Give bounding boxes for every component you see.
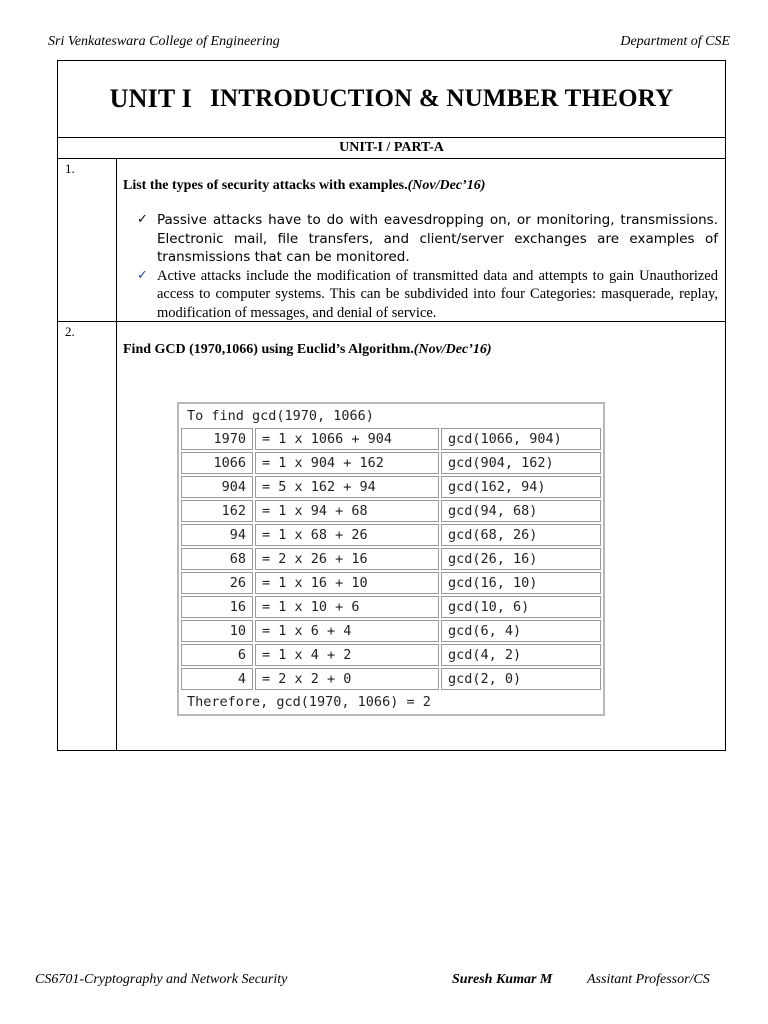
gcd-result-cell: gcd(6, 4) — [441, 620, 601, 642]
answer-item-active — [135, 267, 718, 323]
gcd-row — [181, 428, 601, 450]
answer-text: Active attacks include the modification of transmitted data and attempts to gain Unauthorized access to computer systems. This can be subdivided into four Categories: masquerade, replay, modification of messages, and denial of service. — [157, 267, 718, 321]
gcd-dividend-cell: 6 — [181, 644, 253, 666]
gcd-dividend-cell: 904 — [181, 476, 253, 498]
gcd-result-cell: gcd(162, 94) — [441, 476, 601, 498]
gcd-dividend-cell: 1066 — [181, 452, 253, 474]
gcd-result-cell: gcd(4, 2) — [441, 644, 601, 666]
gcd-dividend-cell: 4 — [181, 668, 253, 690]
question-number-2: 2. — [65, 324, 75, 339]
part-heading: UNIT-I / PART-A — [58, 137, 725, 159]
answer-list-1 — [135, 211, 718, 322]
gcd-heading: To find gcd(1970, 1066) — [187, 408, 374, 424]
gcd-dividend-cell: 10 — [181, 620, 253, 642]
answer-text: Passive attacks have to do with eavesdropping on, or monitoring, transmissions. Electronic mail, file transfers, and client/server exchanges are examples of transmissions that can be monitored. — [157, 212, 718, 265]
question-1-tag: (Nov/Dec’16) — [407, 178, 486, 193]
question-2-title — [123, 342, 492, 358]
gcd-row — [181, 572, 601, 594]
gcd-conclusion: Therefore, gcd(1970, 1066) = 2 — [187, 694, 431, 710]
gcd-equation-cell: = 1 x 94 + 68 — [255, 500, 439, 522]
gcd-equation-cell: = 1 x 1066 + 904 — [255, 428, 439, 450]
gcd-dividend-cell: 16 — [181, 596, 253, 618]
gcd-equation-cell: = 1 x 68 + 26 — [255, 524, 439, 546]
unit-title — [58, 61, 725, 138]
author-name: Suresh Kumar M — [452, 972, 553, 987]
gcd-dividend-cell: 26 — [181, 572, 253, 594]
course-name: CS6701-Cryptography and Network Security — [35, 972, 288, 987]
question-2-text: Find GCD (1970,1066) using Euclid’s Algorithm. — [123, 342, 414, 357]
gcd-result-cell: gcd(68, 26) — [441, 524, 601, 546]
gcd-row — [181, 668, 601, 690]
gcd-equation-cell: = 1 x 16 + 10 — [255, 572, 439, 594]
question-1-title — [123, 178, 485, 194]
unit-topic: INTRODUCTION & NUMBER THEORY — [210, 85, 674, 112]
gcd-row — [181, 524, 601, 546]
gcd-equation-cell: = 2 x 26 + 16 — [255, 548, 439, 570]
gcd-row — [181, 476, 601, 498]
question-1-text: List the types of security attacks with examples. — [123, 178, 408, 193]
gcd-result-cell: gcd(10, 6) — [441, 596, 601, 618]
gcd-dividend-cell: 68 — [181, 548, 253, 570]
author-role: Assitant Professor/CS — [587, 972, 710, 987]
question-table — [57, 60, 726, 751]
check-mark-icon: ✓ — [137, 267, 148, 283]
gcd-result-cell: gcd(1066, 904) — [441, 428, 601, 450]
gcd-result-cell: gcd(16, 10) — [441, 572, 601, 594]
gcd-table-figure — [177, 402, 605, 716]
gcd-row — [181, 620, 601, 642]
check-mark-icon: ✓ — [137, 212, 148, 227]
gcd-result-cell: gcd(904, 162) — [441, 452, 601, 474]
question-number-1: 1. — [65, 161, 75, 176]
gcd-equation-cell: = 1 x 10 + 6 — [255, 596, 439, 618]
gcd-result-cell: gcd(2, 0) — [441, 668, 601, 690]
gcd-row — [181, 596, 601, 618]
answer-item-passive — [135, 211, 718, 267]
gcd-result-cell: gcd(26, 16) — [441, 548, 601, 570]
gcd-row — [181, 548, 601, 570]
gcd-row — [181, 500, 601, 522]
gcd-equation-cell: = 2 x 2 + 0 — [255, 668, 439, 690]
gcd-dividend-cell: 1970 — [181, 428, 253, 450]
gcd-result-cell: gcd(94, 68) — [441, 500, 601, 522]
gcd-dividend-cell: 94 — [181, 524, 253, 546]
unit-number: UNIT I — [109, 84, 193, 113]
department-name: Department of CSE — [620, 34, 730, 49]
gcd-equation-cell: = 1 x 4 + 2 — [255, 644, 439, 666]
gcd-equation-cell: = 1 x 904 + 162 — [255, 452, 439, 474]
gcd-equation-cell: = 1 x 6 + 4 — [255, 620, 439, 642]
gcd-row — [181, 644, 601, 666]
gcd-equation-cell: = 5 x 162 + 94 — [255, 476, 439, 498]
gcd-row — [181, 452, 601, 474]
column-divider — [116, 158, 117, 750]
gcd-dividend-cell: 162 — [181, 500, 253, 522]
question-2-tag: (Nov/Dec’16) — [413, 342, 492, 357]
college-name: Sri Venkateswara College of Engineering — [48, 34, 280, 49]
